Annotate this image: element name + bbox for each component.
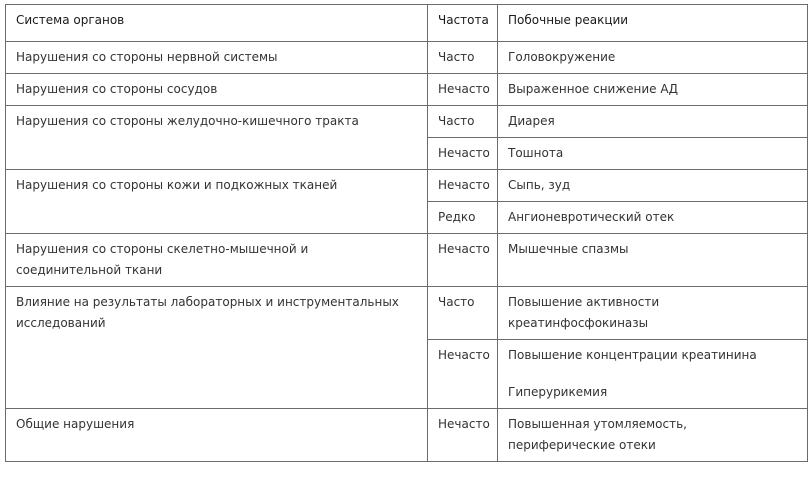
reactions-cell [498,138,808,170]
reaction-text: Гиперурикемия [508,385,608,399]
reactions-cell [498,287,808,340]
frequency-label: Нечасто [438,417,490,431]
frequency-label: Часто [438,114,475,128]
frequency-label: Нечасто [438,348,490,362]
system-cell [6,42,428,74]
frequency-cell [428,42,498,74]
system-cell [6,234,428,287]
reaction-text: Повышенная утомляемость, периферические отеки [508,417,687,452]
frequency-cell [428,340,498,409]
adverse-reactions-table [5,4,808,462]
header-reactions: Побочные реакции [498,5,808,42]
header-frequency: Частота [428,5,498,42]
table-row [6,170,808,202]
system-label: Нарушения со стороны желудочно-кишечного тракта [16,114,359,128]
table-row [6,42,808,74]
reaction-text: Головокружение [508,50,616,64]
system-cell [6,74,428,106]
frequency-label: Нечасто [438,146,490,160]
header-row [6,5,808,42]
frequency-cell [428,74,498,106]
system-label: Общие нарушения [16,417,135,431]
reactions-cell [498,234,808,287]
reactions-cell [498,340,808,409]
frequency-cell [428,409,498,462]
header-system: Система органов [6,5,428,42]
frequency-label: Нечасто [438,242,490,256]
frequency-cell [428,170,498,202]
table-row [6,409,808,462]
frequency-label: Нечасто [438,178,490,192]
system-label: Влияние на результаты лабораторных и инструментальных исследований [16,295,399,330]
system-cell [6,106,428,170]
system-cell [6,170,428,234]
system-label: Нарушения со стороны кожи и подкожных тканей [16,178,338,192]
table-row [6,234,808,287]
system-cell [6,409,428,462]
reaction-text: Повышение активности креатинфосфокиназы [508,295,660,330]
table-row [6,74,808,106]
frequency-cell [428,138,498,170]
table-row [6,106,808,138]
system-cell [6,287,428,409]
reactions-cell [498,202,808,234]
reaction-text: Повышение концентрации креатинина [508,348,757,362]
frequency-label: Часто [438,50,475,64]
reaction-text: Тошнота [508,146,564,160]
frequency-cell [428,106,498,138]
reactions-cell [498,74,808,106]
frequency-label: Часто [438,295,475,309]
table-row [6,287,808,340]
frequency-label: Нечасто [438,82,490,96]
frequency-cell [428,202,498,234]
table-body [6,42,808,462]
frequency-cell [428,234,498,287]
frequency-label: Редко [438,210,476,224]
reaction-text: Выраженное снижение АД [508,82,678,96]
system-label: Нарушения со стороны сосудов [16,82,218,96]
reactions-cell [498,106,808,138]
reaction-text: Мышечные спазмы [508,242,629,256]
system-label: Нарушения со стороны скелетно-мышечной и соединительной ткани [16,242,309,277]
reaction-text: Диарея [508,114,555,128]
reactions-cell [498,42,808,74]
reactions-cell [498,409,808,462]
reaction-text: Ангионевротический отек [508,210,675,224]
frequency-cell [428,287,498,340]
system-label: Нарушения со стороны нервной системы [16,50,278,64]
reaction-text: Сыпь, зуд [508,178,571,192]
reactions-cell [498,170,808,202]
